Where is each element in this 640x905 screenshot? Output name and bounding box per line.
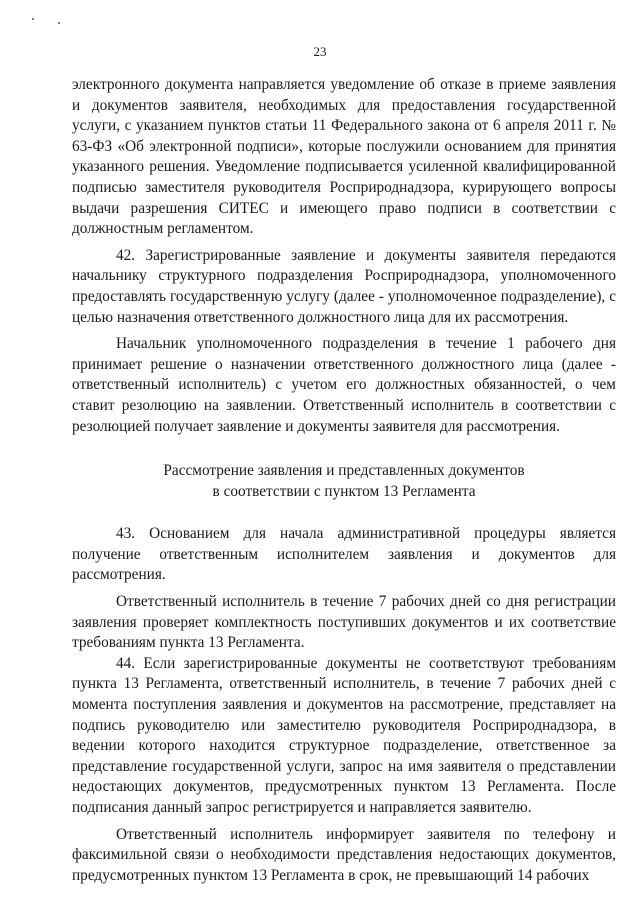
section-heading-line-2: в соответствии с пунктом 13 Регламента [212, 482, 476, 500]
paragraph: электронного документа направляется уведомление об отказе в приеме заявления и документов заявителя, необходимых для предоставления государственной услуги, с указанием пунктов статьи 11 Федерального закона от 6 апреля 2011 г. № 63-ФЗ «Об электронной подписи», которые послужили основанием для принятия указанного решения. Уведомление подписывается усиленной квалифицированной подписью заместителя руководителя Росприроднадзора, курирующего вопросы выдачи разрешения СИТЕС и имеющего право подписи в соответствии с должностным регламентом. [72, 76, 616, 238]
paragraph-44: 44. Если зарегистрированные документы не соответствуют требованиям пункта 13 Регламента, ответственный исполнитель, в течение 7 рабочих дней с момента поступления заявления и документов на рассмотрение, представляет на подпись руководителю или заместителю руководителя Росприроднадзора, в ведении которого находится структурное подразделение, ответственное за представление государственной услуги, запрос на имя заявителя о представлении недостающих документов, предусмотренных пунктом 13 Регламента. После подписания данный запрос регистрируется и направляется заявителю. [72, 654, 616, 816]
paragraph: Ответственный исполнитель в течение 7 рабочих дней со дня регистрации заявления проверяет комплектность поступивших документов и их соответствие требованиям пункта 13 Регламента. [72, 593, 616, 652]
paragraph-42: 42. Зарегистрированные заявление и документы заявителя передаются начальнику структурного подразделения Росприроднадзора, уполномоченного предоставлять государственную услугу (далее - уполномоченное подразделение), с целью назначения ответственного должностного лица для их рассмотрения. [72, 246, 616, 326]
section-heading [72, 461, 616, 502]
page-number: 23 [313, 44, 327, 59]
scan-speck [32, 18, 34, 20]
paragraph: Начальник уполномоченного подразделения в течение 1 рабочего дня принимает решение о назначении ответственного должностного лица (далее - ответственный исполнитель) с учетом его должностных обязанностей, о чем ставит резолюцию на заявлении. Ответственный исполнитель в соответствии с резолюцией получает заявление и документы заявителя для рассмотрения. [72, 335, 616, 435]
paragraph: Ответственный исполнитель информирует заявителя по телефону и факсимильной связи о необходимости представления недостающих документов, предусмотренных пунктом 13 Регламента в срок, не превышающий 14 рабочих [72, 825, 616, 884]
paragraph-43: 43. Основанием для начала административной процедуры является получение ответственным исполнителем заявления и документов для рассмотрения. [72, 525, 616, 584]
scan-speck [58, 22, 60, 24]
section-heading-line-1: Рассмотрение заявления и представленных документов [163, 462, 525, 480]
document-body [72, 75, 616, 886]
